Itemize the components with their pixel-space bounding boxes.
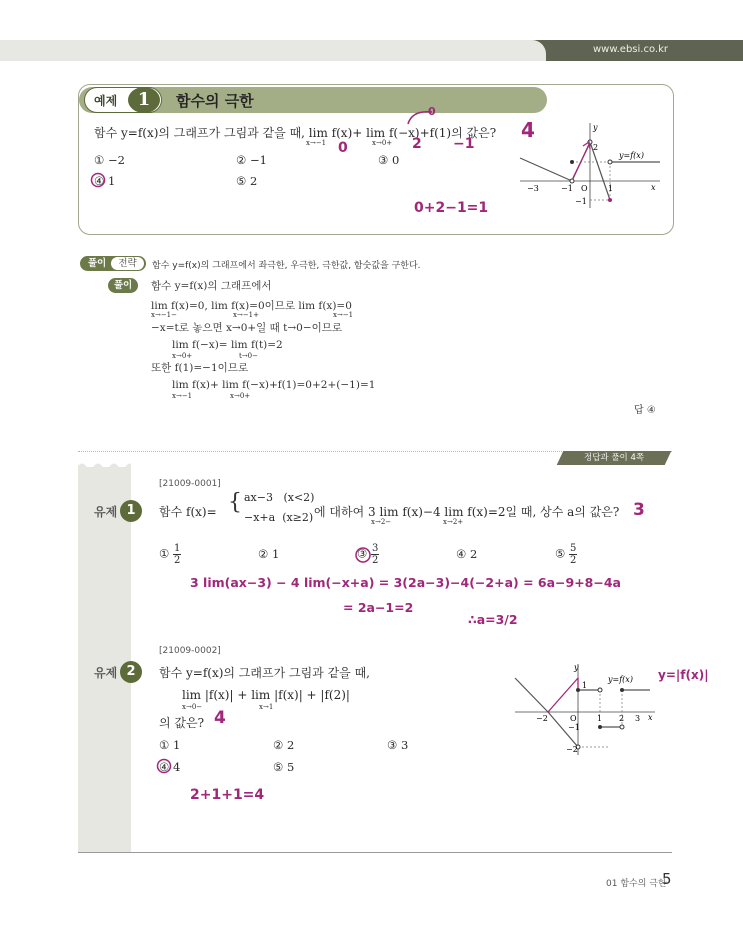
graph-y-label: y: [593, 123, 598, 132]
practice-1-case-2: −x+a (x≥2): [244, 511, 314, 524]
solution-line-4: lim f(−x)= lim f(t)=2: [172, 339, 283, 351]
practice-1-option-4[interactable]: ④ 2: [456, 547, 478, 561]
frac-den: 2: [371, 555, 379, 566]
example-graph: [515, 118, 665, 213]
practice-1-hand-line-1: 3 lim(ax−3) − 4 lim(−x+a) = 3(2a−3)−4(−2+a) = 6a−9+8−4a: [190, 575, 621, 590]
practice-1-sub-2: x→2+: [443, 518, 464, 526]
example-question: 함수 y=f(x)의 그래프가 그림과 같을 때, lim f(x)+ lim f(−x)+f(1)의 값은?: [94, 126, 497, 140]
practice-sidebar-wave: [78, 460, 131, 470]
graph-tick-ym1: −1: [575, 197, 587, 206]
frac-den: 2: [173, 555, 181, 566]
graph-tick-x-m2: −2: [536, 714, 548, 723]
practice-1-question-a: 함수 f(x)=: [159, 505, 217, 519]
practice-1-number: 1: [120, 500, 142, 522]
practice-2-number: 2: [120, 661, 142, 683]
frac-num: 3: [371, 543, 379, 554]
example-option-5[interactable]: ⑤ 2: [236, 174, 258, 188]
practice-1-label: 유제: [94, 505, 118, 519]
frac-num: 1: [173, 543, 181, 554]
option-mark: ⑤: [555, 546, 566, 561]
practice-2-question-2: lim |f(x)| + lim |f(x)| + |f(2)|: [182, 688, 350, 702]
graph-tick-x-2: 2: [619, 714, 625, 723]
example-hand-calc: 0+2−1=1: [414, 200, 489, 216]
solution-line-2: lim f(x)=0, lim f(x)=0이므로 lim f(x)=0: [151, 300, 352, 312]
example-option-3[interactable]: ③ 0: [378, 153, 400, 167]
practice-2-label: 유제: [94, 666, 118, 680]
example-number: 1: [128, 87, 160, 113]
graph-open-dot-2: [598, 688, 602, 692]
practice-2-option-5[interactable]: ⑤ 5: [273, 760, 295, 774]
graph-tick-2: 2: [593, 143, 599, 152]
graph-dot-2: [608, 198, 612, 202]
hand-arrow-up: [573, 145, 589, 178]
solution-answer: 답 ④: [634, 405, 656, 416]
example-hand-above: 0: [428, 105, 436, 118]
practice-1-hand-line-2: = 2a−1=2: [343, 600, 414, 615]
practice-2-graph: [510, 660, 660, 760]
graph-x-label: x: [651, 183, 656, 192]
solution-line-6: lim f(x)+ lim f(−x)+f(1)=0+2+(−1)=1: [172, 379, 376, 391]
example-hand-under-3: −1: [453, 136, 475, 152]
practice-2-hand-circle: [156, 758, 172, 774]
example-label: 예제: [94, 94, 118, 108]
option-frac: [173, 543, 181, 566]
graph-dot-3: [620, 688, 624, 692]
hand-arrowhead: [583, 142, 590, 149]
graph-dot-1: [570, 160, 574, 164]
frac-num: 5: [569, 543, 577, 554]
footer-line: [78, 852, 672, 853]
practice-2-hand-answer: 4: [214, 708, 226, 728]
practice-2-hand-label: y=|f(x)|: [658, 668, 709, 682]
graph-tick-y-1: 1: [582, 681, 588, 690]
example-hand-under-1: 0: [338, 140, 348, 156]
graph-segment-left: [520, 158, 572, 181]
practice-1-hand-answer: 3: [633, 500, 645, 520]
graph-curve-label: y=f(x): [608, 675, 633, 684]
solution-tag-sol: 풀이: [108, 278, 138, 293]
practice-1-case-1: ax−3 (x<2): [244, 491, 315, 504]
hand-reflected-line: [548, 678, 578, 712]
footer-page-number: 5: [662, 870, 672, 888]
graph-dot-2: [598, 725, 602, 729]
practice-1-hand-circle: [354, 546, 372, 564]
example-hand-arrow: [402, 106, 442, 126]
practice-1-option-1[interactable]: [159, 543, 181, 566]
graph-tick-y-m2: −2: [566, 745, 578, 754]
graph-tick-y-m1: −1: [568, 723, 580, 732]
practice-answer-ref-text: 정답과 풀이 4쪽: [583, 453, 645, 463]
graph-tick-1: 1: [608, 184, 614, 193]
example-option-1[interactable]: ① −2: [94, 153, 125, 167]
practice-1-option-2[interactable]: ② 1: [258, 547, 280, 561]
solution-sub-6: x→−1: [172, 392, 193, 400]
example-lim-sub-2: x→0+: [372, 139, 393, 147]
option-mark: ③: [357, 546, 368, 561]
practice-sidebar: [78, 467, 131, 852]
graph-origin: O: [581, 184, 588, 193]
header-tab: [0, 40, 546, 61]
solution-strategy: 함수 y=f(x)의 그래프에서 좌극한, 우극한, 극한값, 함숫값을 구한다.: [152, 261, 421, 271]
practice-2-option-3[interactable]: ③ 3: [387, 738, 409, 752]
graph-tick-m1: −1: [561, 184, 573, 193]
solution-sub-3: x→−1: [333, 311, 354, 319]
practice-1-hand-line-3: ∴a=3/2: [468, 612, 518, 627]
solution-line-5: 또한 f(1)=−1이므로: [151, 362, 249, 374]
practice-2-sub-1: x→0−: [182, 703, 203, 711]
practice-2-option-2[interactable]: ② 2: [273, 738, 295, 752]
solution-sub-7: x→0+: [230, 392, 251, 400]
example-hand-under-2: 2: [412, 136, 422, 152]
graph-left-down: [515, 678, 548, 712]
solution-line-3: −x=t로 놓으면 x→0+일 때 t→0−이므로: [151, 322, 343, 334]
option-frac: [371, 543, 379, 566]
solution-tag-1: 풀이: [87, 258, 107, 269]
practice-2-question-3: 의 값은?: [159, 716, 205, 730]
example-option-2[interactable]: ② −1: [236, 153, 267, 167]
solution-sub-5: t→0−: [239, 352, 258, 360]
practice-1-code: [21009-0001]: [159, 479, 221, 489]
graph-tick-x-3: 3: [635, 714, 641, 723]
practice-1-option-5[interactable]: [555, 543, 577, 566]
graph-tick-x-o: O: [570, 714, 577, 723]
practice-1-brace: {: [228, 490, 242, 515]
graph-dot-1: [576, 688, 580, 692]
practice-answer-ref: [557, 451, 672, 465]
solution-tag-2: 전략: [111, 257, 144, 270]
graph-tick-m3: −3: [527, 184, 539, 193]
graph-open-dot-1: [570, 179, 574, 183]
solution-sub-2: x→−1+: [233, 311, 259, 319]
example-hand-answer: 4: [521, 118, 535, 142]
practice-1-sub-1: x→2−: [371, 518, 392, 526]
practice-1-question-b: 에 대하여 3 lim f(x)−4 lim f(x)=2일 때, 상수 a의 값은?: [314, 505, 620, 519]
graph-open-dot-2: [608, 160, 612, 164]
graph-tick-x-1: 1: [597, 714, 603, 723]
practice-2-sub-2: x→1: [259, 703, 274, 711]
example-option-4[interactable]: ④ 1: [94, 174, 116, 188]
example-lim-sub-1: x→−1: [306, 139, 327, 147]
practice-2-option-1[interactable]: ① 1: [159, 738, 181, 752]
graph-x-label: x: [648, 713, 653, 722]
solution-sub-1: x→−1−: [151, 311, 177, 319]
site-url: www.ebsi.co.kr: [593, 44, 668, 55]
practice-2-hand-calc: 2+1+1=4: [190, 787, 265, 803]
frac-den: 2: [569, 555, 577, 566]
option-frac: [569, 543, 577, 566]
graph-curve-label: y=f(x): [619, 151, 644, 160]
practice-2-question-1: 함수 y=f(x)의 그래프가 그림과 같을 때,: [159, 666, 370, 680]
graph-open-dot-3: [620, 725, 624, 729]
example-hand-circle: [90, 172, 106, 188]
solution-line-1: 함수 y=f(x)의 그래프에서: [151, 280, 272, 292]
option-mark: ①: [159, 546, 170, 561]
practice-2-option-4[interactable]: ④ 4: [159, 760, 181, 774]
solution-sub-4: x→0+: [172, 352, 193, 360]
practice-2-code: [21009-0002]: [159, 646, 221, 656]
example-title: 함수의 극한: [176, 92, 254, 110]
graph-y-label: y: [574, 663, 579, 672]
footer-section: 01 함수의 극한: [606, 879, 667, 889]
